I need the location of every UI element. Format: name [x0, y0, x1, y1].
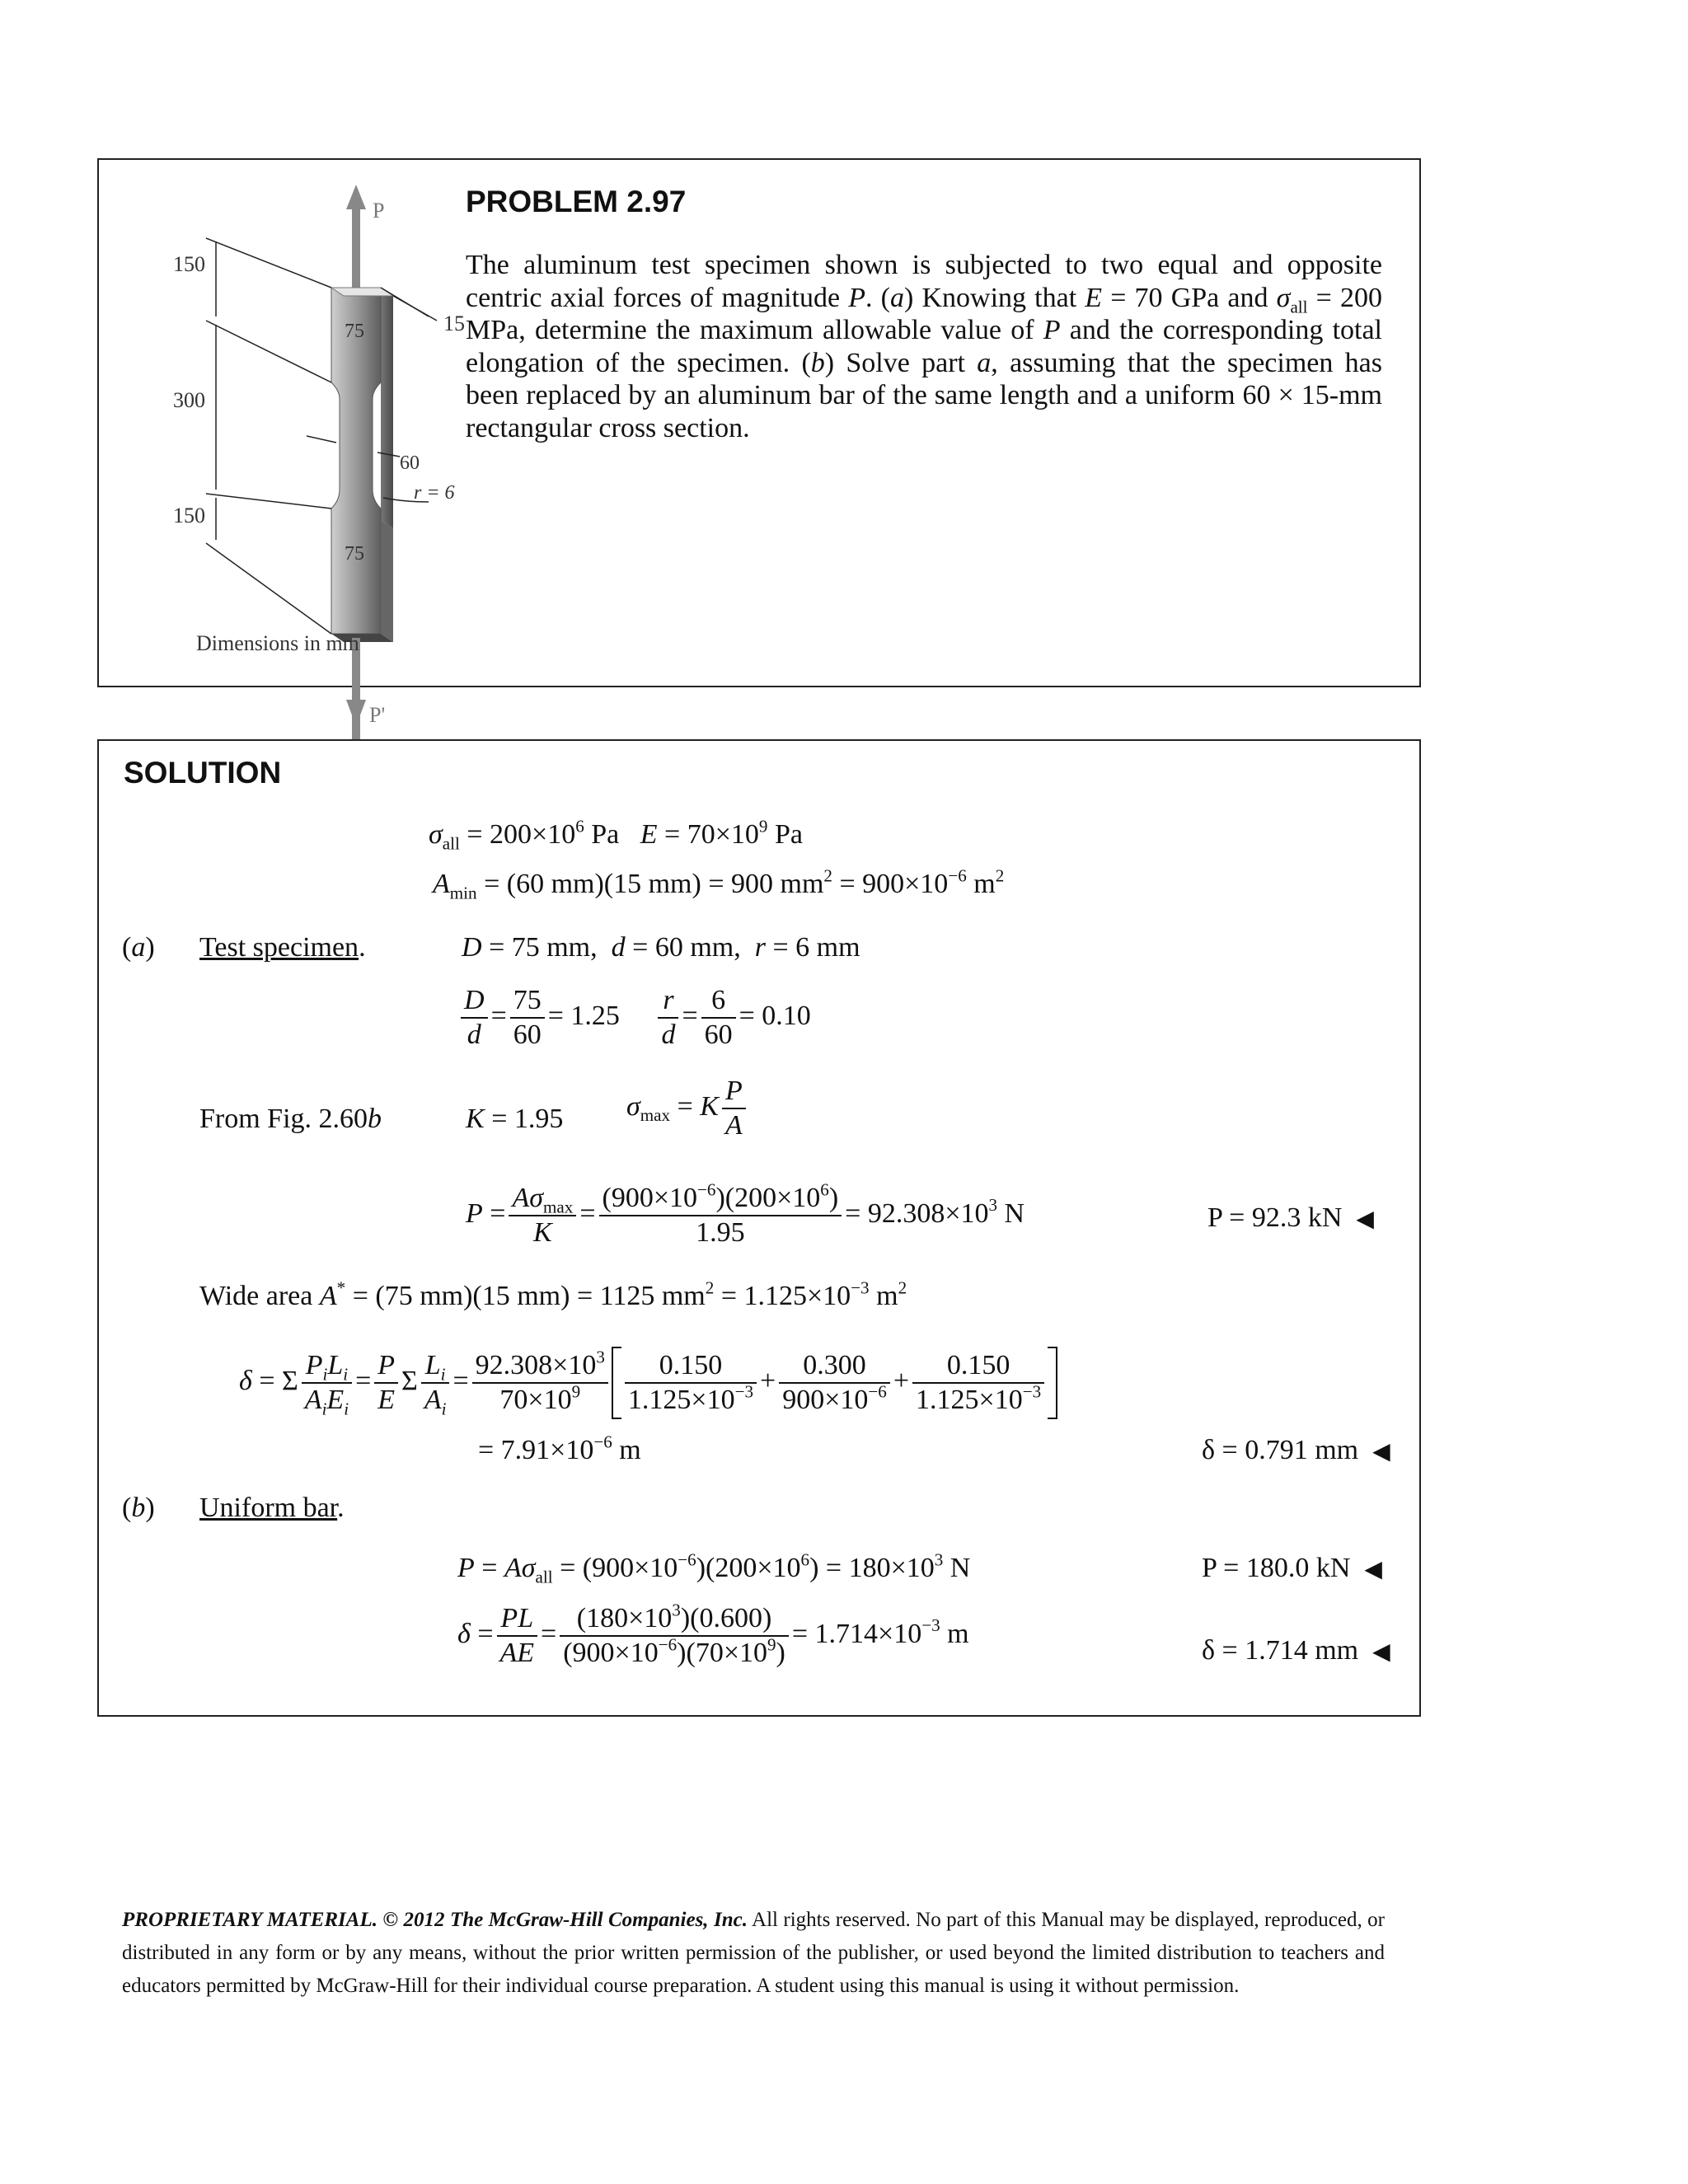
part-b-label: (b): [122, 1493, 155, 1523]
ratios: $\frac{D}{d}$ = $\frac{75}{60}$ = 1.25 $\frac{r}{d}$ = $\frac{6}{60}$ = 0.10: [457, 984, 811, 1052]
min-area: $A_{min} = (60$ mm)(15 mm) = 900 $mm^2 = 900\times 10^{-6}$ $m^2$: [433, 865, 1005, 903]
sigma-max-formula: $\sigma_{max} = K$ $\frac{P}{A}$: [626, 1075, 749, 1142]
elongation-formula: δ = Σ $\frac{P_iL_i}{A_iE_i}$ = $\frac{P}{E}$ Σ $\frac{L_i}{A_i}$ = $\frac{92.308\times 10^3}{70\times 10^9}$ $\frac{0.150}{1.125\times 10^{-3}}$ + $\frac{0.300}{900\times 10^{-6}}$ + $\frac{0.150}{1.125\times 10^{-3}}$: [239, 1347, 1057, 1419]
answer-delta-b: δ = 1.714 mm ◀: [1202, 1635, 1390, 1666]
force-label-bottom: P': [369, 703, 386, 727]
dimensions-line: D = 75 mm, d = 60 mm, r = 6 mm: [462, 932, 860, 963]
part-a-label: (a): [122, 932, 155, 963]
part-a-title: Test specimen.: [199, 932, 366, 963]
answer-delta-a: δ = 0.791 mm ◀: [1202, 1435, 1390, 1465]
p-calculation-b: $P = A\sigma_{all} = (900\times 10^{-6})(200\times 10^6) = 180\times 10^3$ N: [457, 1549, 971, 1587]
k-value: K = 1.95: [466, 1104, 564, 1134]
part-b-title: Uniform bar.: [199, 1493, 345, 1523]
solution-box: [97, 739, 1421, 1717]
problem-statement: The aluminum test specimen shown is subjected to two equal and opposite centric axial forces of magnitude P. (a) Knowing that E = 70 GPa and $\sigma_{all} = 200$ MPa, determine the maximum allowable value of P and the corresponding total elongation of the specimen. (b) Solve part a, assuming that the specimen has been replaced by an aluminum bar of the same length and a uniform 60 × 15-mm rectangular cross section.: [466, 250, 1383, 443]
dim-radius: r = 6: [414, 482, 455, 504]
given-values: $\sigma_{all} = 200\times 10^6$ Pa $E = 70\times 10^9$ Pa: [429, 816, 803, 854]
from-figure: From Fig. 2.60b: [199, 1104, 382, 1134]
elongation-calculation-b: δ = $\frac{PL}{AE}$ = $\frac{(180\times 10^3)(0.600)}{(900\times 10^{-6})(70\times 10^9)}$ = $1.714\times 10^{-3}$ m: [457, 1600, 969, 1668]
problem-box: [97, 158, 1421, 727]
answer-p-a: P = 92.3 kN ◀: [1207, 1202, 1374, 1233]
dim-15: 15: [443, 312, 465, 335]
specimen-side: [381, 288, 393, 528]
specimen-figure: [115, 172, 465, 727]
p-calculation-a: P = $\frac{A\sigma_{max}}{K}$ = $\frac{(900\times 10^{-6})(200\times 10^6)}{1.95}$ = $92.308\times 10^3$ N: [466, 1179, 1025, 1248]
problem-title: PROBLEM 2.97: [466, 185, 687, 218]
solution-title: SOLUTION: [124, 756, 282, 790]
figure-caption: Dimensions in mm: [196, 631, 359, 655]
dim-150-bottom: 150: [173, 504, 205, 527]
dim-60: 60: [400, 452, 420, 474]
elongation-result-a: = $7.91\times 10^{-6}$ m: [478, 1432, 641, 1465]
dim-75-top: 75: [345, 321, 364, 342]
force-label-top: P: [373, 199, 385, 223]
wide-area: Wide area A* = (75 mm)(15 mm) = 1125 $mm^2 = 1.125\times 10^{-3}$ $m^2$: [199, 1277, 907, 1311]
copyright-footer: PROPRIETARY MATERIAL. © 2012 The McGraw-Hill Companies, Inc. All rights reserved. No part of this Manual may be displayed, reproduced, or distributed in any form or by any means, without the prior written permission of the publisher, or used beyond the limited distribution to teachers and educators permitted by McGraw-Hill for their individual course preparation. A student using this manual is using it without permission.: [122, 1909, 1385, 1997]
dim-150-top: 150: [173, 252, 205, 276]
dim-75-bottom: 75: [345, 543, 364, 565]
dim-300: 300: [173, 388, 205, 412]
force-arrow-top: [346, 185, 366, 292]
answer-p-b: P = 180.0 kN ◀: [1202, 1553, 1382, 1583]
